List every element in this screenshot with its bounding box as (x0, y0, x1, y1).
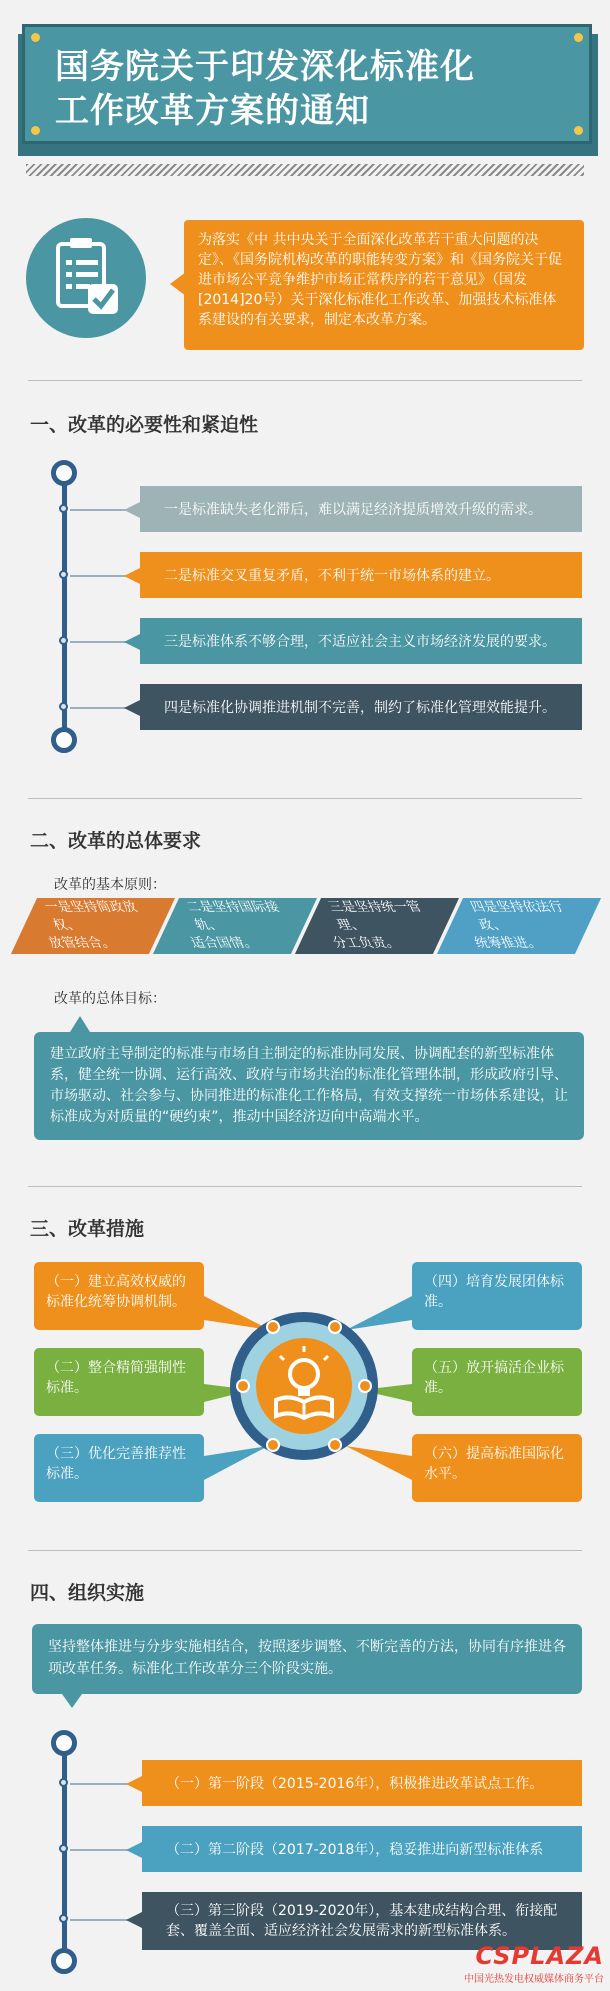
phase-item: （三）第三阶段（2019-2020年），基本建成结构合理、衔接配套、覆盖全面、适应经济社会发展需求的新型标准体系。 (142, 1892, 582, 1950)
list-item: 四是标准化协调推进机制不完善，制约了标准化管理效能提升。 (140, 684, 582, 730)
section-divider (28, 1550, 582, 1551)
timeline-end-ring (51, 727, 77, 753)
banner-rivet (574, 33, 583, 42)
timeline-dot (59, 636, 68, 645)
principle-line: 统筹推进。 (472, 936, 545, 951)
csplaza-logo (444, 1942, 604, 1985)
implementation-text: 坚持整体推进与分步实施相结合，按照逐步调整、不断完善的方法，协同有序推进各项改革任务。标准化工作改革分三个阶段实施。 (32, 1624, 582, 1694)
section-divider (28, 380, 582, 381)
banner-rivet (574, 126, 583, 135)
measure-box: （四）培育发展团体标准。 (412, 1262, 582, 1330)
section-3-title: 三、改革措施 (30, 1218, 145, 1240)
timeline-start-ring (51, 460, 77, 486)
bar-arrow (126, 1912, 142, 1928)
implementation-callout-tip (62, 1694, 82, 1708)
timeline-dot (59, 1778, 68, 1787)
logo-text: CSPLAZA (475, 1942, 604, 1970)
timeline-dot (59, 504, 68, 513)
book-lightbulb-icon (256, 1338, 352, 1434)
hub-dot (266, 1438, 280, 1452)
measure-box: （六）提高标准国际化水平。 (412, 1434, 582, 1502)
principle-line: 三是坚持统一管理、 (326, 900, 425, 933)
timeline-dot (59, 1914, 68, 1923)
principle-item (11, 898, 175, 954)
list-item: 二是标准交叉重复矛盾，不利于统一市场体系的建立。 (140, 552, 582, 598)
bar-arrow (124, 700, 140, 716)
hatch-divider (26, 164, 584, 176)
title-line-2: 工作改革方案的通知 (55, 91, 370, 131)
title-banner (22, 24, 592, 144)
document-check-icon (26, 218, 146, 338)
banner-rivet (31, 126, 40, 135)
hub-dot (328, 1320, 342, 1334)
banner-rivet (31, 33, 40, 42)
bar-arrow (124, 502, 140, 518)
goal-text: 建立政府主导制定的标准与市场自主制定的标准协同发展、协调配套的新型标准体系，健全统一协调、运行高效、政府与市场共治的标准化管理体制，形成政府引导、市场驱动、社会参与、协同推进的标准化工作格局，有效支撑统一市场体系建设，让标准成为对质量的“硬约束”，推动中国经济迈向中高端水平。 (34, 1032, 584, 1140)
measure-box: （五）放开搞活企业标准。 (412, 1348, 582, 1416)
intro-text: 为落实《中 共中央关于全面深化改革若干重大问题的决定》、《国务院机构改革的职能转变方案》和《国务院关于促进市场公平竞争维护市场正常秩序的若干意见》（国发[2014]20号）关于深化标准化工作改革、加强技术标准体系建设的有关要求，制定本改革方案。 (184, 220, 584, 350)
section-divider (28, 798, 582, 799)
measure-box: （二）整合精简强制性标准。 (34, 1348, 204, 1416)
principle-item (295, 898, 459, 954)
section-4-title: 四、组织实施 (30, 1582, 145, 1604)
section-2-title: 二、改革的总体要求 (30, 830, 202, 852)
principle-item (153, 898, 317, 954)
timeline-end-ring (51, 1948, 77, 1974)
page-title (55, 45, 575, 133)
bar-arrow (124, 568, 140, 584)
hub-dot (236, 1379, 250, 1393)
list-item: 三是标准体系不够合理，不适应社会主义市场经济发展的要求。 (140, 618, 582, 664)
bar-arrow (124, 634, 140, 650)
section-divider (28, 1186, 582, 1187)
title-line-1: 国务院关于印发深化标准化 (55, 47, 475, 87)
goal-label: 改革的总体目标： (54, 991, 166, 1007)
timeline-dot (59, 570, 68, 579)
principles-label: 改革的基本原则： (54, 877, 166, 893)
bar-arrow (126, 1842, 142, 1858)
principle-line: 一是坚持简政放权、 (42, 900, 141, 933)
timeline-dot (59, 702, 68, 711)
hub-dot (328, 1438, 342, 1452)
principle-line: 四是坚持依法行政、 (468, 900, 567, 933)
measure-box: （三）优化完善推荐性标准。 (34, 1434, 204, 1502)
principle-line: 二是坚持国际接轨、 (184, 900, 283, 933)
hub-dot (358, 1379, 372, 1393)
bar-arrow (126, 1776, 142, 1792)
principle-item (437, 898, 601, 954)
measure-box: （一）建立高效权威的标准化统筹协调机制。 (34, 1262, 204, 1330)
principle-line: 分工负责。 (330, 936, 403, 951)
hub-dot (266, 1320, 280, 1334)
principle-line: 适合国情。 (188, 936, 261, 951)
phase-item: （一）第一阶段（2015-2016年），积极推进改革试点工作。 (142, 1760, 582, 1806)
timeline-dot (59, 1844, 68, 1853)
principle-line: 放管结合。 (46, 936, 119, 951)
logo-subtitle: 中国光热发电权威媒体商务平台 (464, 1974, 604, 1985)
list-item: 一是标准缺失老化滞后，难以满足经济提质增效升级的需求。 (140, 486, 582, 532)
timeline-start-ring (51, 1730, 77, 1756)
goal-callout-tip (70, 1016, 90, 1032)
section-1-title: 一、改革的必要性和紧迫性 (30, 414, 259, 436)
phase-item: （二）第二阶段（2017-2018年），稳妥推进向新型标准体系 (142, 1826, 582, 1872)
